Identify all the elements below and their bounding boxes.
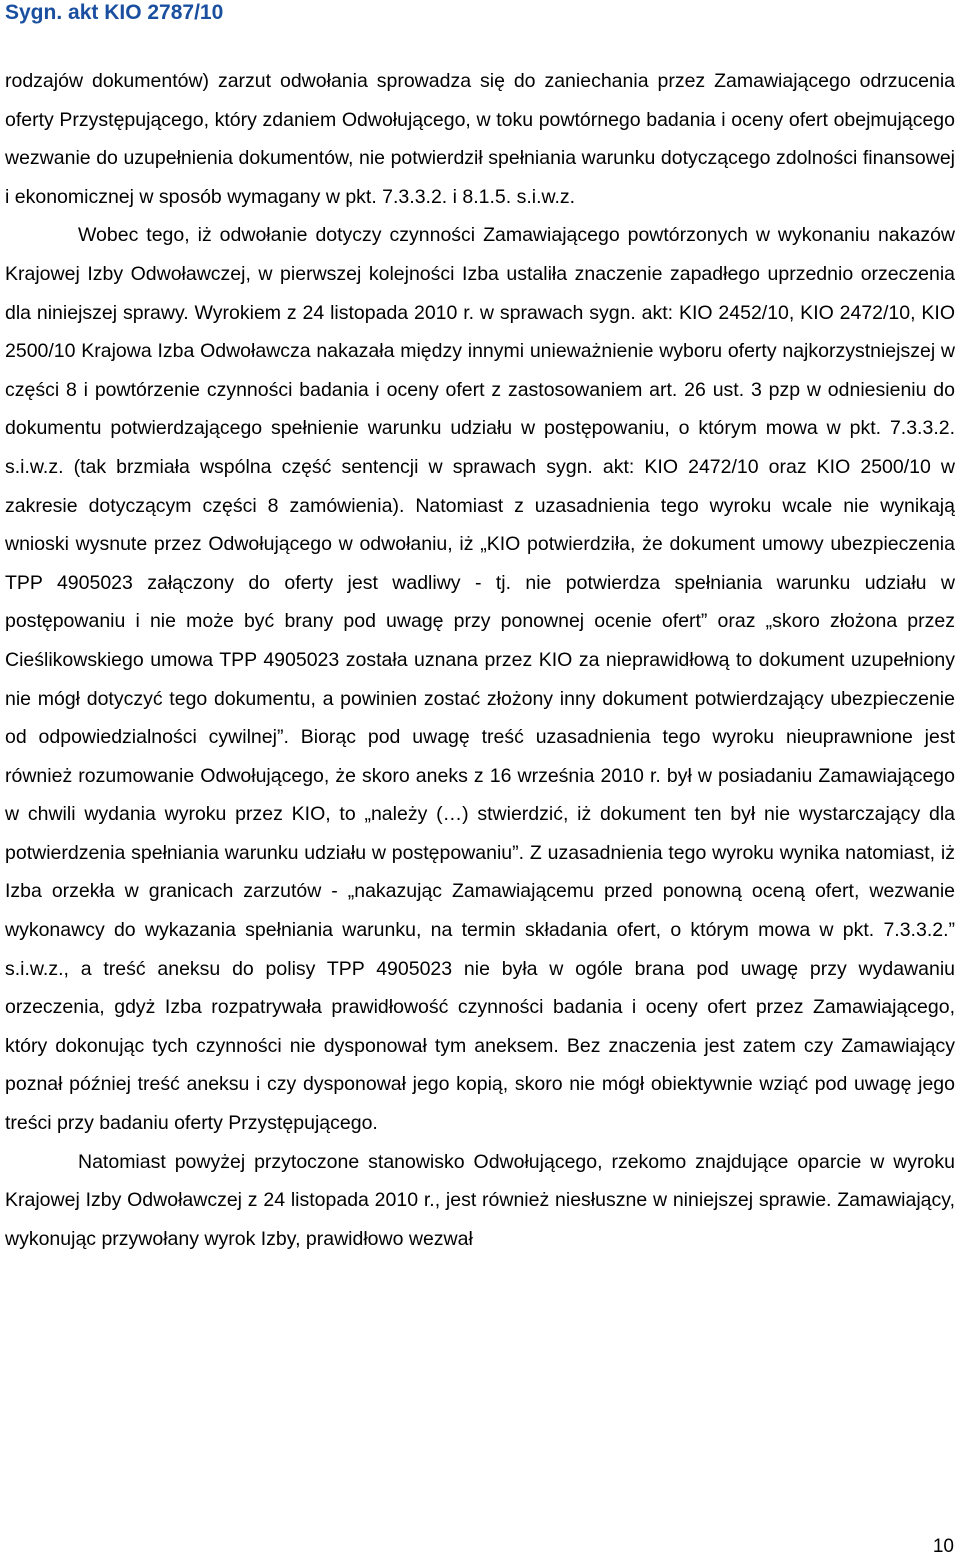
paragraph-2: Wobec tego, iż odwołanie dotyczy czynności Zamawiającego powtórzonych w wykonaniu nakazów Krajowej Izby Odwoławczej, w pierwszej kolejności Izba ustaliła znaczenie zapadłego uprzednio orzeczenia dla niniejszej sprawy. Wyrokiem z 24 listopada 2010 r. w sprawach sygn. akt: KIO 2452/10, KIO 2472/10, KIO 2500/10 Krajowa Izba Odwoławcza nakazała między innymi unieważnienie wyboru oferty najkorzystniejszej w części 8 i powtórzenie czynności badania i oceny ofert z zastosowaniem art. 26 ust. 3 pzp w odniesieniu do dokumentu potwierdzającego spełnienie warunku udziału w postępowaniu, o którym mowa w pkt. 7.3.3.2. s.i.w.z. (tak brzmiała wspólna część sentencji w sprawach sygn. akt: KIO 2472/10 oraz KIO 2500/10 w zakresie dotyczącym części 8 zamówienia). Natomiast z uzasadnienia tego wyroku wcale nie wynikają wnioski wysnute przez Odwołującego w odwołaniu, iż „KIO potwierdziła, że dokument umowy ubezpieczenia TPP 4905023 załączony do oferty jest wadliwy - tj. nie potwierdza spełniania warunku udziału w postępowaniu i nie może być brany pod uwagę przy ponownej ocenie ofert” oraz „skoro złożona przez Cieślikowskiego umowa TPP 4905023 została uznana przez KIO za nieprawidłową to dokument uzupełniony nie mógł dotyczyć tego dokumentu, a powinien zostać złożony inny dokument potwierdzający ubezpieczenie od odpowiedzialności cywilnej”. Biorąc pod uwagę treść uzasadnienia tego wyroku nieuprawnione jest również rozumowanie Odwołującego, że skoro aneks z 16 września 2010 r. był w posiadaniu Zamawiającego w chwili wydania wyroku przez KIO, to „należy (…) stwierdzić, iż dokument ten był nie wystarczający dla potwierdzenia spełniania warunku udziału w postępowaniu”. Z uzasadnienia tego wyroku wynika natomiast, iż Izba orzekła w granicach zarzutów - „nakazując Zamawiającemu przed ponowną oceną ofert, wezwanie wykonawcy do wykazania spełniania warunku, na termin składania ofert, o którym mowa w pkt. 7.3.3.2.” s.i.w.z., a treść aneksu do polisy TPP 4905023 nie była w ogóle brana pod uwagę przy wydawaniu orzeczenia, gdyż Izba rozpatrywała prawidłowość czynności badania i oceny ofert przez Zamawiającego, który dokonując tych czynności nie dysponował tym aneksem. Bez znaczenia jest zatem czy Zamawiający poznał później treść aneksu i czy dysponował jego kopią, skoro nie mógł obiektywnie wziąć pod uwagę jego treści przy badaniu oferty Przystępującego. [5,224,955,1135]
page-number: 10 [932,1536,954,1557]
document-body [5,62,955,1258]
paragraph-1: rodzajów dokumentów) zarzut odwołania sprowadza się do zaniechania przez Zamawiającego odrzucenia oferty Przystępującego, który zdaniem Odwołującego, w toku powtórnego badania i oceny ofert obejmującego wezwanie do uzupełnienia dokumentów, nie potwierdził spełniania warunku dotyczącego zdolności finansowej i ekonomicznej w sposób wymagany w pkt. 7.3.3.2. i 8.1.5. s.i.w.z. [5,70,955,208]
paragraph-3: Natomiast powyżej przytoczone stanowisko Odwołującego, rzekomo znajdujące oparcie w wyroku Krajowej Izby Odwoławczej z 24 listopada 2010 r., jest również niesłuszne w niniejszej sprawie. Zamawiający, wykonując przywołany wyrok Izby, prawidłowo wezwał [5,1150,955,1250]
page-header-case-number: Sygn. akt KIO 2787/10 [5,1,224,24]
